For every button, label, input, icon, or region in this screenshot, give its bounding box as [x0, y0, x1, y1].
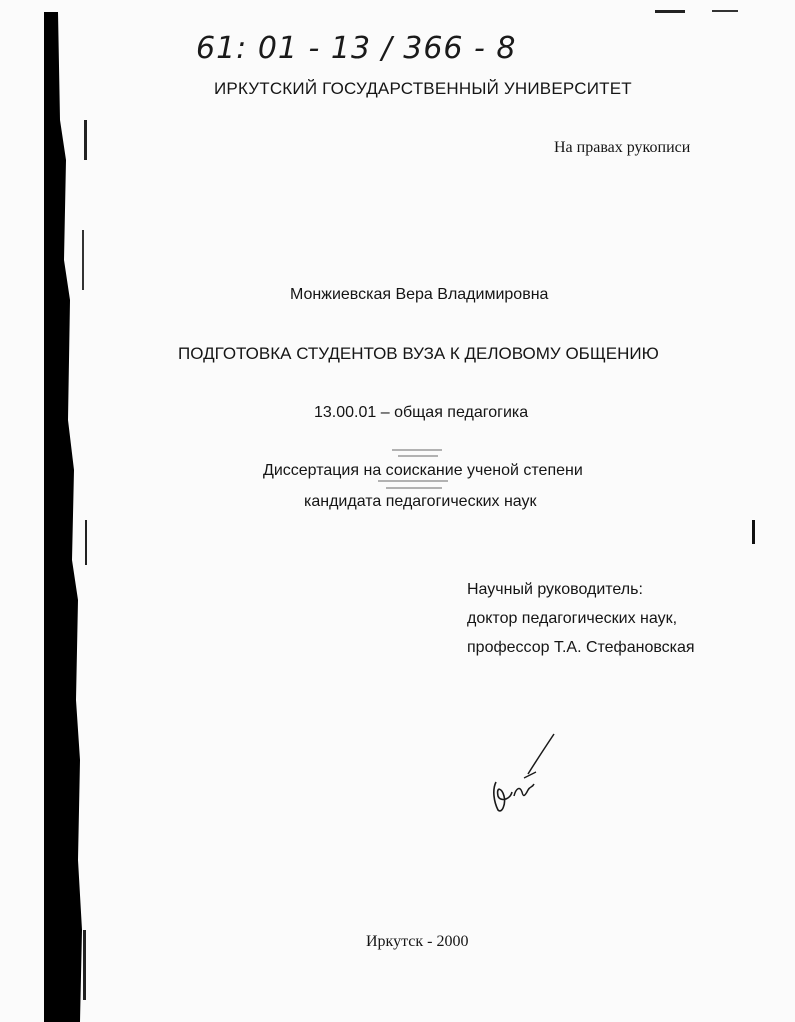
- place-and-year: Иркутск - 2000: [366, 933, 469, 950]
- archive-code: 61: 01 - 13 / 366 - 8: [196, 31, 517, 66]
- dissertation-degree-line1: Диссертация на соискание ученой степени: [263, 462, 583, 479]
- university-name: ИРКУТСКИЙ ГОСУДАРСТВЕННЫЙ УНИВЕРСИТЕТ: [214, 79, 632, 98]
- dissertation-degree-line2: кандидата педагогических наук: [304, 493, 537, 510]
- signature: [488, 730, 568, 830]
- rights-note: На правах рукописи: [554, 139, 691, 156]
- supervisor-label: Научный руководитель:: [467, 581, 643, 598]
- specialty-code: 13.00.01 – общая педагогика: [314, 404, 529, 421]
- supervisor-name: профессор Т.А. Стефановская: [467, 639, 695, 656]
- supervisor-degree: доктор педагогических наук,: [467, 610, 678, 627]
- dissertation-title: ПОДГОТОВКА СТУДЕНТОВ ВУЗА К ДЕЛОВОМУ ОБЩЕНИЮ: [178, 344, 659, 363]
- author-name: Монжиевская Вера Владимировна: [290, 286, 549, 303]
